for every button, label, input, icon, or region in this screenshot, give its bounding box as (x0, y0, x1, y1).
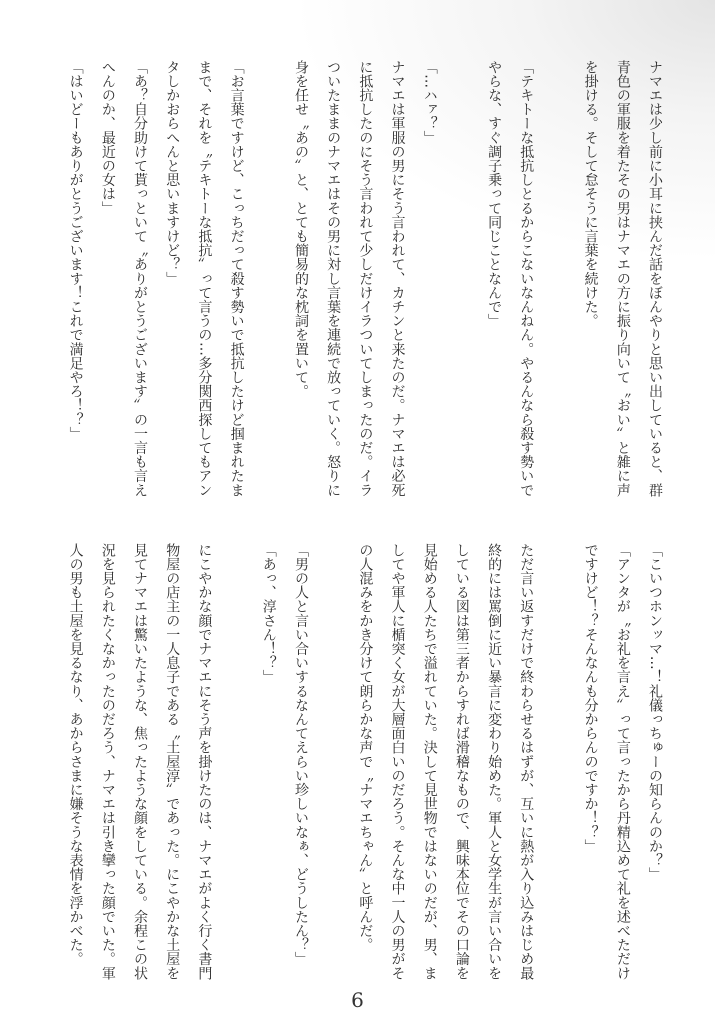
upper-text-block (59, 60, 671, 530)
text-line: 「アンタが〝お礼を言え〟って言ったから丹精込めて礼を述べただけ (614, 543, 631, 981)
text-line: に抵抗したのにそう言われて少しだけイラついてしまったのだ。イラ (357, 60, 374, 498)
text-line: ナマエは軍服の男にそう言われて、カチンと来たのだ。ナマエは必死 (389, 60, 406, 498)
blank-line (253, 60, 285, 530)
page-number: 6 (351, 988, 364, 1012)
text-line: 「こいつホンッマ…！礼儀っちゅーの知らんのか？」 (647, 543, 663, 882)
lower-text-block (59, 543, 671, 1013)
blank-line (542, 543, 574, 1013)
text-line: を掛ける。そして怠そうに言葉を続けた。 (582, 60, 599, 328)
text-line: 人の男も土屋を見るなり、あからさまに嫌そうな表情を浮かべた。 (67, 543, 84, 966)
text-line: 「男の人と言い合いするなんてえらい珍しいなぁ、どうしたん？」 (292, 543, 309, 966)
text-line: している図は第三者からすれば滑稽なもので、興味本位でその口論を (453, 543, 470, 981)
text-line: ですけど！？そんなんも分からんのですか！？」 (582, 543, 599, 854)
text-line: 終的には罵倒に近い暴言に変わり始めた。軍人と女学生が言い合いを (486, 543, 503, 981)
blank-line (220, 543, 252, 1013)
text-line: 身を任せ〝あの〟と、とても簡易的な枕詞を置いて。 (292, 60, 309, 399)
text-line: 況を見られたくなかったのだろう、ナマエは引き攣った顔でいた。軍 (99, 543, 116, 981)
text-line: タしかおらへんと思いますけど？」 (164, 60, 181, 286)
text-line: 物屋の店主の一人息子である〝土屋淳〟であった。にこやかな土屋を (164, 543, 181, 981)
text-line: ついたままのナマエはその男に対し言葉を連続で放っていく。怒りに (325, 60, 342, 498)
text-line: の人混みをかき分けて朗らかな声で〝ナマエちゃん〟と呼んだ。 (357, 543, 374, 952)
text-line: ただ言い返すだけで終わらせるはずが、互いに熱が入り込みはじめ最 (518, 543, 535, 981)
text-line: やらな、すぐ調子乗って同じことなんで」 (486, 60, 503, 328)
text-line: 青色の軍服を着たその男はナマエの方に振り向いて〝おい〟と雑に声 (614, 60, 631, 498)
text-line: 「あっ、淳さん！？」 (260, 543, 277, 684)
text-line: へんのか、最近の女は」 (99, 60, 116, 216)
text-line: 見始める人たちで溢れていた。決して見世物ではないのだが、男、ま (421, 543, 438, 981)
text-line: 「…ハァ？」 (421, 60, 438, 145)
text-line: まで、それを〝テキトーな抵抗〟って言うの…多分関西探してもアン (196, 60, 213, 498)
blank-line (542, 60, 574, 530)
text-line: 見てナマエは驚いたような、焦ったような顔をしている。余程この状 (132, 543, 148, 981)
text-line: してや軍人に楯突く女が大層面白いのだろう。そんな中一人の男がそ (389, 543, 406, 981)
text-line: ナマエは少し前に小耳に挟んだ話をぼんやりと思い出していると、群 (647, 60, 663, 498)
blank-line (317, 543, 349, 1013)
text-line: にこやかな顔でナマエにそう声を掛けたのは、ナマエがよく行く書門 (196, 543, 213, 981)
text-line: 「お言葉ですけど、こっちだって殺す勢いで抵抗したけど掴まれたま (228, 60, 245, 498)
text-line: 「テキトーな抵抗しとるからこないなんねん。やるんなら殺す勢いで (518, 60, 535, 498)
blank-line (446, 60, 478, 530)
text-line: 「はいどーもありがとうございます！これで満足やろ！？」 (67, 60, 84, 441)
text-line: 「あ？自分助けて貰っといて〝ありがとうございます〟の一言も言え (132, 60, 148, 498)
